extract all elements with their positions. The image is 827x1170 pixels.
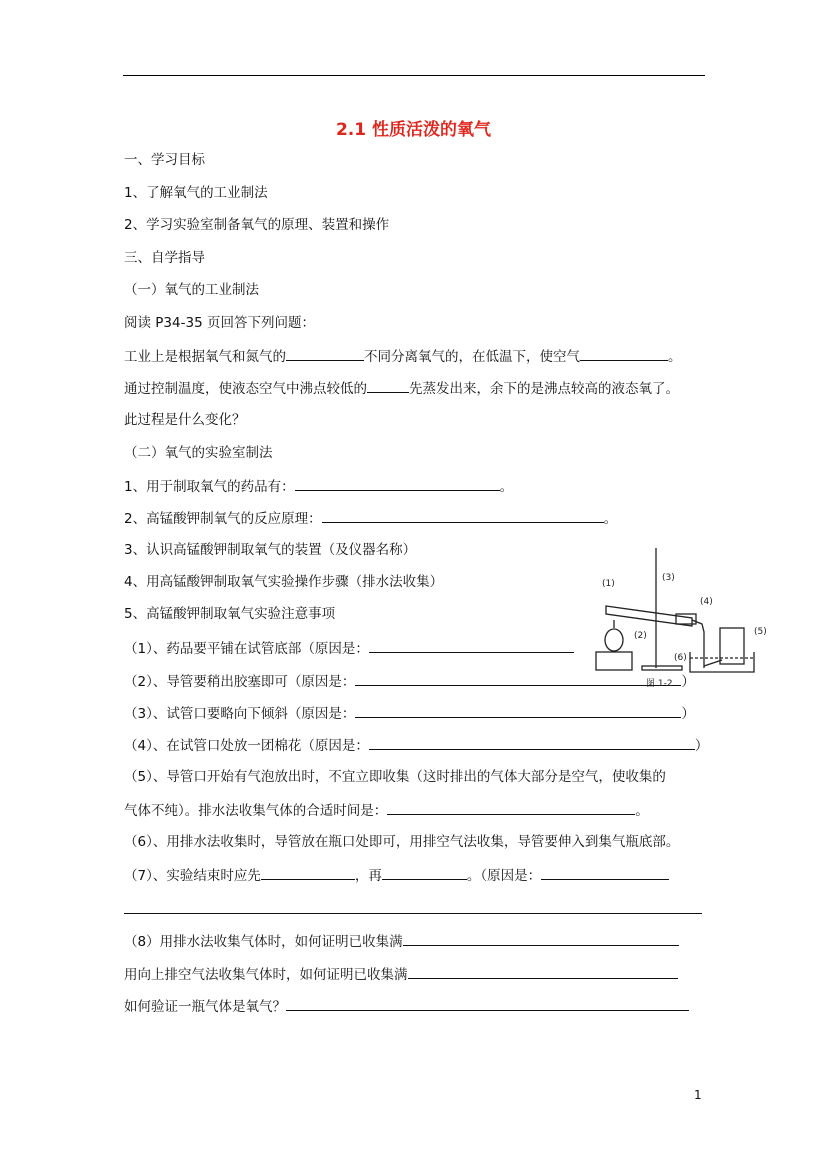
goal-1: 1、了解氧气的工业制法: [124, 185, 268, 201]
question-1-text: 1、用于制取氧气的药品有：: [124, 479, 295, 495]
figure-caption: 图 1-2: [646, 679, 673, 689]
close-paren: ）: [681, 674, 695, 690]
blank-field[interactable]: [408, 964, 678, 979]
blank-field[interactable]: [387, 800, 635, 815]
figure-label-3: (3): [662, 573, 675, 583]
blank-field[interactable]: [369, 638, 574, 653]
test-tube: [606, 606, 692, 626]
apparatus-figure: [592, 540, 782, 690]
figure-label-4: (4): [700, 597, 713, 607]
note-3-text: （3）、试管口要略向下倾斜（原因是：: [124, 706, 356, 722]
control-question: [124, 378, 679, 398]
note-5-end: 。: [635, 803, 649, 819]
section-heading-1: 一、学习目标: [124, 152, 205, 168]
industrial-question: [124, 346, 682, 366]
note-9: [124, 964, 678, 984]
note-10: [124, 996, 689, 1016]
blank-field[interactable]: [286, 346, 364, 361]
note-8: [124, 931, 679, 951]
note-8-text: （8）用排水法收集气体时，如何证明已收集满: [124, 934, 403, 950]
note-4-text: （4）、在试管口处放一团棉花（原因是：: [124, 738, 369, 754]
note-5-text: 气体不纯）。排水法收集气体的合适时间是：: [124, 803, 388, 819]
page-title: 2.1 性质活泼的氧气: [335, 120, 492, 140]
blank-field[interactable]: [286, 996, 689, 1011]
close-paren: ）: [694, 738, 709, 754]
blank-field[interactable]: [369, 735, 695, 750]
blank-field[interactable]: [580, 346, 668, 361]
industrial-text-b: 不同分离氧气的，在低温下，使空气: [364, 349, 580, 365]
question-1-end: 。: [499, 479, 514, 495]
blank-field[interactable]: [322, 508, 604, 523]
figure-label-5: (5): [754, 627, 767, 637]
goal-2: 2、学习实验室制备氧气的原理、装置和操作: [124, 217, 390, 233]
note-2-text: （2）、导管要稍出胶塞即可（原因是：: [124, 674, 356, 690]
figure-label-2: (2): [634, 631, 647, 641]
blank-field[interactable]: [403, 931, 679, 946]
question-4: 4、用高锰酸钾制取氧气实验操作步骤（排水法收集）: [124, 574, 444, 590]
header-rule: [123, 75, 705, 76]
blank-field[interactable]: [355, 703, 681, 718]
note-1: [124, 638, 574, 658]
question-2: [124, 508, 617, 528]
part-2-heading: （二）氧气的实验室制法: [124, 445, 273, 461]
change-question: 此过程是什么变化？: [124, 412, 246, 428]
figure-label-6: (6): [674, 653, 687, 663]
industrial-text-a: 工业上是根据氧气和氮气的: [124, 349, 286, 365]
blank-field[interactable]: [367, 378, 409, 393]
blank-field[interactable]: [541, 865, 669, 880]
clamp: [676, 614, 696, 624]
control-text-b: 先蒸发出来，余下的是沸点较高的液态氧了。: [409, 381, 679, 397]
question-5: 5、高锰酸钾制取氧气实验注意事项: [124, 606, 336, 622]
reading-instruction: 阅读 P34-35 页回答下列问题：: [124, 315, 315, 331]
section-heading-3: 三、自学指导: [124, 250, 205, 266]
note-6: （6）、用排水法收集时，导管放在瓶口处即可，用排空气法收集，导管要伸入到集气瓶底部。: [124, 834, 680, 850]
wooden-block: [596, 652, 632, 670]
close-paren: ）: [681, 706, 695, 722]
delivery-tube: [692, 620, 704, 668]
note-5-line-2: [124, 800, 649, 820]
page-number: 1: [694, 1088, 702, 1102]
question-2-end: 。: [603, 511, 618, 527]
note-10-text: 如何验证一瓶气体是氧气？: [124, 999, 286, 1015]
blank-field[interactable]: [382, 865, 467, 880]
note-3: [124, 703, 695, 723]
note-9-text: 用向上排空气法收集气体时，如何证明已收集满: [124, 967, 408, 983]
note-5-line-1: （5）、导管口开始有气泡放出时，不宜立即收集（这时排出的气体大部分是空气，使收集的: [124, 769, 666, 785]
blank-field[interactable]: [261, 865, 355, 880]
industrial-text-c: 。: [668, 349, 682, 365]
blank-field[interactable]: [295, 476, 500, 491]
question-3: 3、认识高锰酸钾制取氧气的装置（及仪器名称）: [124, 542, 417, 558]
note-7-text-b: ，再: [354, 868, 382, 884]
alcohol-lamp: [605, 629, 623, 651]
note-4: [124, 735, 708, 755]
stand-base: [642, 666, 682, 670]
answer-rule[interactable]: [124, 913, 702, 914]
note-1-text: （1）、药品要平铺在试管底部（原因是：: [124, 641, 369, 657]
note-7-text-c: 。（原因是：: [466, 868, 542, 884]
question-1: [124, 476, 513, 496]
part-1-heading: （一）氧气的工业制法: [124, 282, 259, 298]
note-7-text-a: （7）、实验结束时应先: [124, 868, 261, 884]
question-2-text: 2、高锰酸钾制氧气的反应原理：: [124, 511, 322, 527]
control-text-a: 通过控制温度，使液态空气中沸点较低的: [124, 381, 367, 397]
tube-end: [704, 660, 722, 666]
figure-label-1: (1): [602, 579, 615, 589]
note-7: [124, 865, 669, 885]
